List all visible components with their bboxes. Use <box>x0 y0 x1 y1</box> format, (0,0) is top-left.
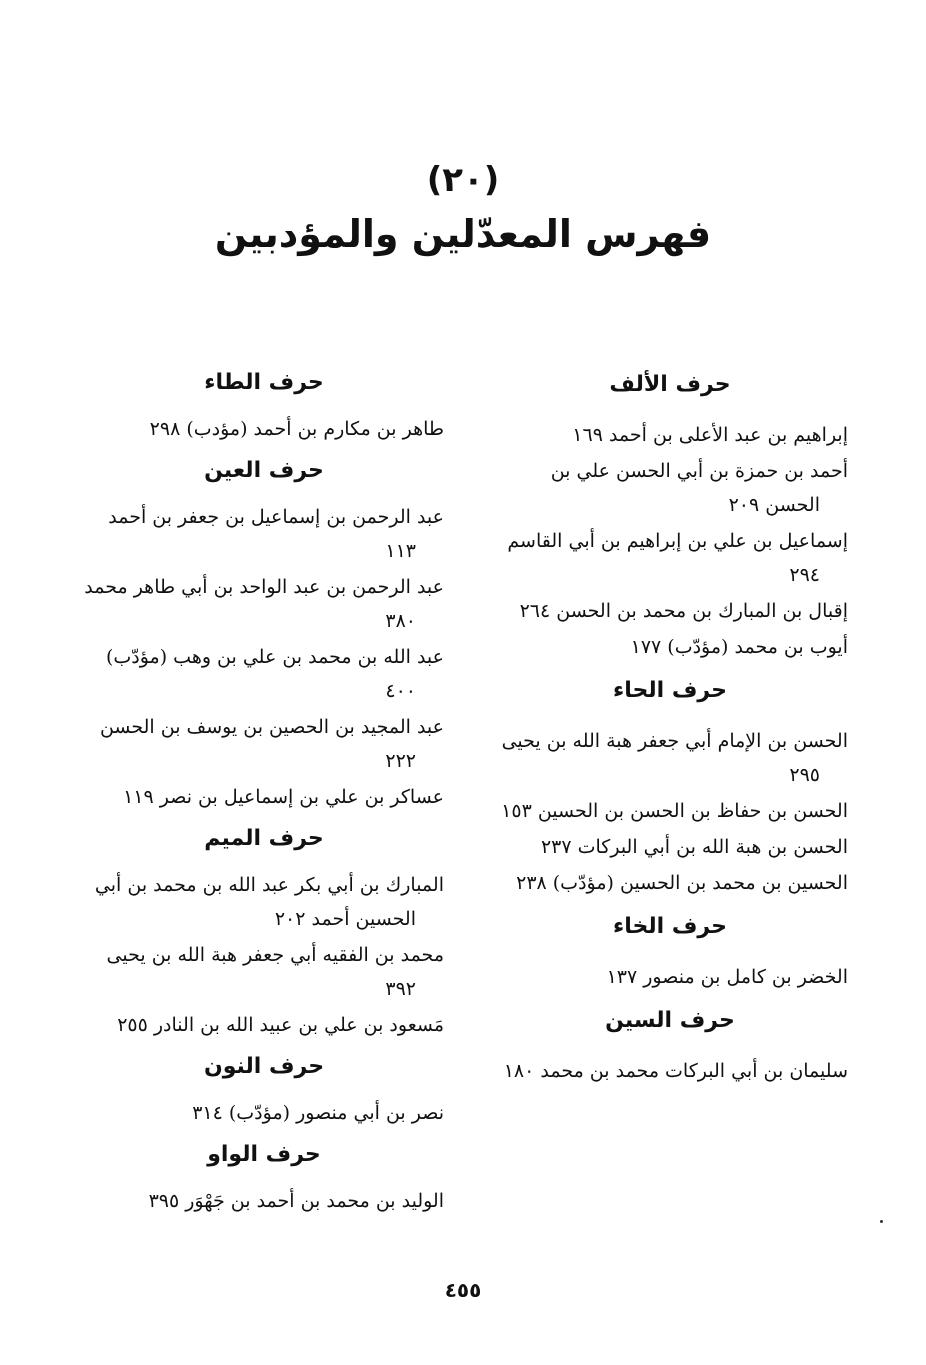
letter-heading: حرف الميم <box>204 826 324 851</box>
section-number: (٢٠) <box>426 160 500 200</box>
index-entry: الخضر بن كامل بن منصور ١٣٧ <box>606 966 848 988</box>
letter-heading: حرف الطاء <box>204 370 324 395</box>
index-entry: عبد الرحمن بن إسماعيل بن جعفر بن أحمد ١١٣ <box>108 506 444 562</box>
page-title: فهرس المعدّلين والمؤدبين <box>214 212 712 256</box>
index-entry: الحسين بن محمد بن الحسين (مؤدّب) ٢٣٨ <box>516 872 848 894</box>
index-entry: إبراهيم بن عبد الأعلى بن أحمد ١٦٩ <box>572 424 848 446</box>
right-column <box>492 358 848 1090</box>
index-entry: عبد الرحمن بن عبد الواحد بن أبي طاهر محمد ٣٨٠ <box>84 576 444 632</box>
index-entry: مَسعود بن علي بن عبيد الله بن النادر ٢٥٥ <box>117 1014 444 1036</box>
index-entry: عساكر بن علي بن إسماعيل بن نصر ١١٩ <box>123 786 444 808</box>
letter-heading: حرف الخاء <box>613 914 727 939</box>
letter-heading: حرف السين <box>605 1008 735 1033</box>
index-entry: الحسن بن الإمام أبي جعفر هبة الله بن يحيى ٢٩٥ <box>501 730 848 786</box>
index-entry: محمد بن الفقيه أبي جعفر هبة الله بن يحيى ٣٩٢ <box>106 944 444 1000</box>
index-entry: طاهر بن مكارم بن أحمد (مؤدب) ٢٩٨ <box>149 418 444 440</box>
page-number: ٤٥٥ <box>444 1278 482 1302</box>
letter-heading: حرف العين <box>204 458 324 483</box>
index-entry: إسماعيل بن علي بن إبراهيم بن أبي القاسم ٢٩٤ <box>507 530 848 586</box>
index-entry: نصر بن أبي منصور (مؤدّب) ٣١٤ <box>192 1102 444 1124</box>
index-entry: إقبال بن المبارك بن محمد بن الحسن ٢٦٤ <box>519 600 848 622</box>
index-entry: أيوب بن محمد (مؤدّب) ١٧٧ <box>630 636 848 658</box>
index-entry: المبارك بن أبي بكر عبد الله بن محمد بن أبي الحسين أحمد ٢٠٢ <box>94 874 444 930</box>
index-entry: عبد المجيد بن الحصين بن يوسف بن الحسن ٢٢٢ <box>99 716 444 772</box>
letter-heading: حرف النون <box>203 1054 325 1079</box>
page-speck <box>880 1220 883 1223</box>
index-entry: سليمان بن أبي البركات محمد بن محمد ١٨٠ <box>503 1060 848 1082</box>
index-entry: أحمد بن حمزة بن أبي الحسن علي بن الحسن ٢٠٩ <box>550 460 848 516</box>
letter-heading: حرف الواو <box>207 1142 321 1167</box>
left-column <box>84 358 444 1220</box>
index-entry: عبد الله بن محمد بن علي بن وهب (مؤدّب) ٤٠٠ <box>105 646 444 702</box>
index-entry: الوليد بن محمد بن أحمد بن جَهْوَر ٣٩٥ <box>148 1190 444 1212</box>
letter-heading: حرف الألف <box>609 372 731 397</box>
index-entry: الحسن بن حفاظ بن الحسن بن الحسين ١٥٣ <box>501 800 848 822</box>
letter-heading: حرف الحاء <box>613 678 727 703</box>
index-entry: الحسن بن هبة الله بن أبي البركات ٢٣٧ <box>540 836 848 858</box>
